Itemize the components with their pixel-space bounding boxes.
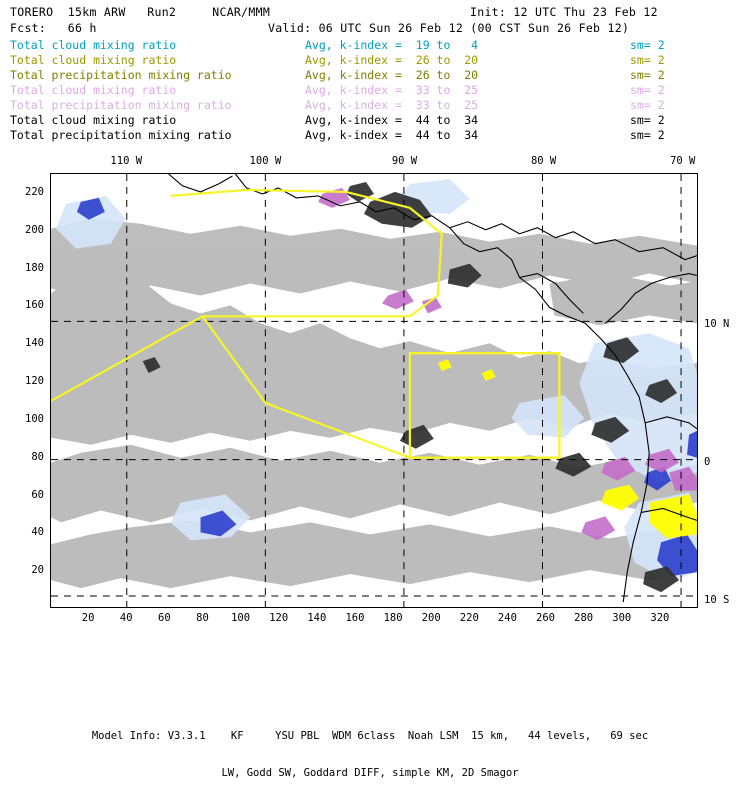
x-tick-label: 320 [650,612,670,624]
legend-entry-smoothing: sm= 2 [630,38,665,52]
x-tick-label: 100 [231,612,251,624]
plot-area [10,155,730,624]
legend-entry-smoothing: sm= 2 [630,68,665,82]
x-tick-label: 80 [196,612,209,624]
x-tick-label: 200 [421,612,441,624]
chart-header [0,0,740,150]
legend-entry-label: Total cloud mixing ratio [10,38,177,52]
y-tick-label: 140 [25,337,44,350]
legend-entry-label: Total precipitation mixing ratio [10,98,232,112]
legend-entry-kindex: Avg, k-index = 19 to 4 [305,38,479,52]
x-tick-label: 280 [574,612,594,624]
lat-tick-label: 10 S [704,594,730,607]
legend-entry-kindex: Avg, k-index = 33 to 25 [305,83,479,97]
forecast-hour: Fcst: 66 h [10,21,97,35]
x-tick-label: 260 [536,612,555,624]
lat-tick-label: 0 [704,456,711,469]
y-tick-label: 160 [25,299,44,312]
init-time: Init: 12 UTC Thu 23 Feb 12 [470,5,658,19]
x-tick-label: 240 [497,612,517,624]
model-info-line1: Model Info: V3.3.1 KF YSU PBL WDM 6class Noah LSM 15 km, 44 levels, 69 sec [91,730,649,742]
y-tick-label: 40 [31,526,44,539]
legend-entry-kindex: Avg, k-index = 26 to 20 [305,53,479,67]
x-tick-label: 220 [459,612,479,624]
x-tick-label: 60 [158,612,171,624]
x-tick-label: 180 [383,612,403,624]
legend-entry-label: Total cloud mixing ratio [10,53,177,67]
lon-tick-label: 80 W [530,155,557,167]
lat-tick-label: 10 N [704,318,730,331]
lon-tick-label: 110 W [110,155,143,167]
lon-tick-label: 100 W [249,155,282,167]
x-tick-label: 140 [307,612,327,624]
legend-entry-label: Total cloud mixing ratio [10,83,177,97]
y-tick-label: 20 [31,564,44,577]
legend-entry-label: Total precipitation mixing ratio [10,128,232,142]
y-tick-label: 60 [31,488,44,501]
y-tick-label: 220 [25,185,44,198]
legend-entry-smoothing: sm= 2 [630,53,665,67]
legend-entry-kindex: Avg, k-index = 44 to 34 [305,113,479,127]
legend-entry-smoothing: sm= 2 [630,83,665,97]
y-tick-label: 100 [25,412,44,425]
valid-time: Valid: 06 UTC Sun 26 Feb 12 (00 CST Sun 26 Feb 12) [268,21,630,35]
legend-entry-kindex: Avg, k-index = 33 to 25 [305,98,479,112]
legend-entry-kindex: Avg, k-index = 44 to 34 [305,128,479,142]
lon-tick-label: 70 W [670,155,696,167]
x-tick-label: 20 [81,612,95,624]
x-tick-label: 120 [269,612,289,624]
lon-tick-label: 90 W [391,155,418,167]
y-tick-label: 80 [31,450,44,463]
x-tick-label: 300 [612,612,632,624]
model-info-line2: LW, Godd SW, Goddard DIFF, simple KM, 2D Smagor [221,767,519,779]
y-tick-label: 200 [25,223,44,236]
model-title: TORERO 15km ARW Run2 NCAR/MMM [10,5,271,19]
legend-entry-kindex: Avg, k-index = 26 to 20 [305,68,479,82]
legend-entry-smoothing: sm= 2 [630,113,665,127]
y-tick-label: 120 [25,375,44,388]
y-tick-label: 180 [25,261,44,274]
x-tick-label: 40 [119,612,133,624]
map-axes [50,173,698,608]
legend-entry-smoothing: sm= 2 [630,128,665,142]
model-info-footer [0,706,740,792]
x-tick-label: 160 [345,612,365,624]
legend-entry-label: Total precipitation mixing ratio [10,68,232,82]
legend-entry-smoothing: sm= 2 [630,98,665,112]
map-field [51,174,697,607]
legend-entry-label: Total cloud mixing ratio [10,113,177,127]
